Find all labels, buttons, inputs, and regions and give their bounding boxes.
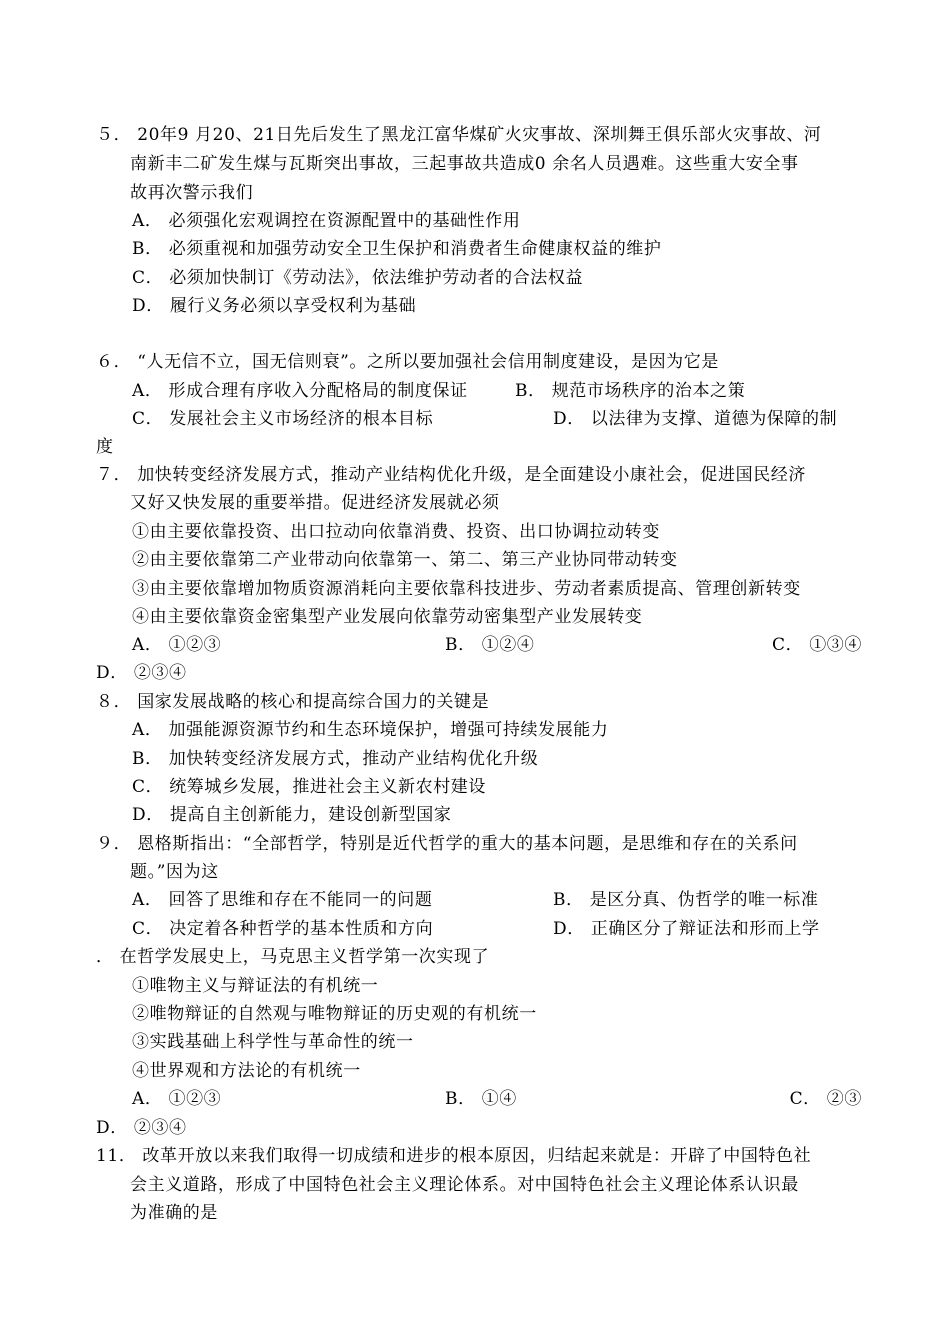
- q7-item-1: ①由主要依靠投资、出口拉动向依靠消费、投资、出口协调拉动转变: [132, 522, 660, 542]
- q9-option-d: D． 正确区分了辩证法和形而上学: [553, 919, 820, 939]
- q7-option-b: B． ①②④: [445, 635, 535, 655]
- q5-option-a: A． 必须强化宏观调控在资源配置中的基础性作用: [132, 211, 521, 231]
- q6-option-b: B． 规范市场秩序的治本之策: [515, 381, 746, 401]
- q9-stem-line1: ９． 恩格斯指出：“全部哲学，特别是近代哲学的重大的基本问题，是思维和存在的关系问: [96, 834, 798, 854]
- q9-option-c: C． 决定着各种哲学的基本性质和方向: [132, 919, 434, 939]
- q6-option-c: C． 发展社会主义市场经济的根本目标: [132, 409, 434, 429]
- q9-option-a: A． 回答了思维和存在不能同一的问题: [132, 890, 433, 910]
- q5-stem-line1: ５． 20年9 月20、21日先后发生了黑龙江富华煤矿火灾事故、深圳舞王俱乐部火灾事故、河: [96, 125, 822, 145]
- q5-stem-line2: 南新丰二矿发生煤与瓦斯突出事故，三起事故共造成0 余名人员遇难。这些重大安全事: [130, 154, 799, 174]
- q10-option-a: A． ①②③: [132, 1089, 222, 1109]
- q10-option-d: D． ②③④: [96, 1118, 187, 1138]
- q10-item-4: ④世界观和方法论的有机统一: [132, 1061, 361, 1081]
- q6-option-d-continued: 度: [96, 437, 114, 457]
- q7-option-d: D． ②③④: [96, 663, 187, 683]
- q7-item-3: ③由主要依靠增加物质资源消耗向主要依靠科技进步、劳动者素质提高、管理创新转变: [132, 579, 801, 599]
- q10-option-c: C． ②③: [789, 1089, 862, 1109]
- q5-option-b: B． 必须重视和加强劳动安全卫生保护和消费者生命健康权益的维护: [132, 239, 662, 259]
- q9-stem-line2: 题。”因为这: [130, 862, 219, 882]
- q10-option-b: B． ①④: [445, 1089, 517, 1109]
- q10-stem-line1: ． 在哲学发展史上，马克思主义哲学第一次实现了: [96, 947, 490, 967]
- q8-option-a: A． 加强能源资源节约和生态环境保护，增强可持续发展能力: [132, 720, 609, 740]
- q6-stem-line1: ６． “人无信不立，国无信则衰”。之所以要加强社会信用制度建设，是因为它是: [96, 352, 719, 372]
- q7-item-4: ④由主要依靠资金密集型产业发展向依靠劳动密集型产业发展转变: [132, 607, 643, 627]
- q7-item-2: ②由主要依靠第二产业带动向依靠第一、第二、第三产业协同带动转变: [132, 550, 678, 570]
- q5-option-c: C． 必须加快制订《劳动法》，依法维护劳动者的合法权益: [132, 268, 584, 288]
- q7-stem-line1: ７． 加快转变经济发展方式，推动产业结构优化升级，是全面建设小康社会，促进国民经济: [96, 465, 807, 485]
- q10-item-2: ②唯物辩证的自然观与唯物辩证的历史观的有机统一: [132, 1004, 537, 1024]
- q7-stem-line2: 又好又快发展的重要举措。促进经济发展就必须: [130, 493, 500, 513]
- q11-stem-line1: 11． 改革开放以来我们取得一切成绩和进步的根本原因，归结起来就是：开辟了中国特色社: [96, 1146, 812, 1166]
- q11-stem-line3: 为准确的是: [130, 1203, 218, 1223]
- q8-option-c: C． 统筹城乡发展，推进社会主义新农村建设: [132, 777, 487, 797]
- q9-option-b: B． 是区分真、伪哲学的唯一标准: [553, 890, 819, 910]
- q7-option-a: A． ①②③: [132, 635, 222, 655]
- q5-stem-line3: 故再次警示我们: [130, 183, 254, 203]
- q5-option-d: D． 履行义务必须以享受权利为基础: [132, 296, 417, 316]
- q6-option-a: A． 形成合理有序收入分配格局的制度保证: [132, 381, 468, 401]
- q10-item-1: ①唯物主义与辩证法的有机统一: [132, 976, 379, 996]
- q8-stem-line1: ８． 国家发展战略的核心和提高综合国力的关键是: [96, 692, 490, 712]
- q8-option-d: D． 提高自主创新能力，建设创新型国家: [132, 805, 452, 825]
- q10-item-3: ③实践基础上科学性与革命性的统一: [132, 1032, 414, 1052]
- q6-option-d: D． 以法律为支撑、道德为保障的制: [553, 409, 838, 429]
- q7-option-c: C． ①③④: [771, 635, 862, 655]
- q8-option-b: B． 加快转变经济发展方式，推动产业结构优化升级: [132, 749, 539, 769]
- q11-stem-line2: 会主义道路，形成了中国特色社会主义理论体系。对中国特色社会主义理论体系认识最: [130, 1175, 799, 1195]
